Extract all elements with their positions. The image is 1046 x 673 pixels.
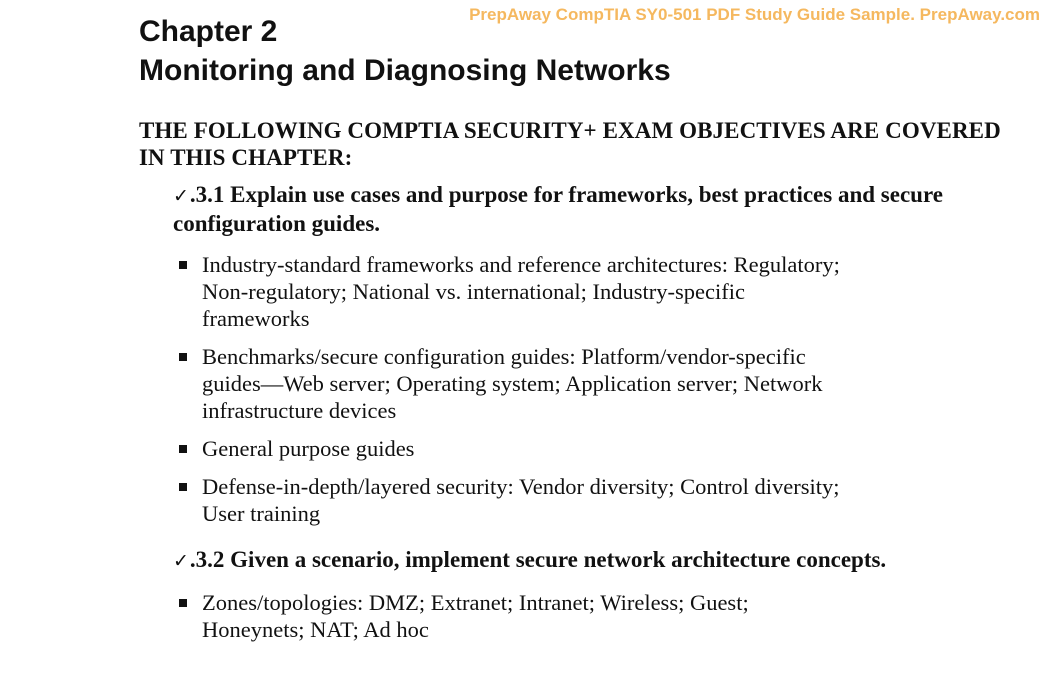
objective-title-text: .3.2 Given a scenario, implement secure network architecture concepts. xyxy=(189,547,887,572)
list-item-text: Defense-in-depth/layered security: Vendor diversity; Control diversity; User training xyxy=(202,474,840,526)
chapter-number: Chapter 2 xyxy=(139,15,278,48)
watermark: PrepAway CompTIA SY0-501 PDF Study Guide Sample. PrepAway.com xyxy=(469,5,1040,24)
list-item xyxy=(173,435,842,462)
square-bullet-icon xyxy=(179,353,187,361)
square-bullet-icon xyxy=(179,261,187,269)
objective-title-text: .3.1 Explain use cases and purpose for frameworks, best practices and secure configuration guides. xyxy=(173,182,943,236)
objective-title xyxy=(173,546,1019,575)
chapter-title: Monitoring and Diagnosing Networks xyxy=(139,54,671,87)
checkmark-icon: ✓ xyxy=(173,551,189,572)
list-item-text: Benchmarks/secure configuration guides: Platform/vendor-specific guides—Web server; Operating system; Application server; Network infrastructure devices xyxy=(202,344,823,423)
square-bullet-icon xyxy=(179,483,187,491)
objective-3-1 xyxy=(173,181,1019,527)
list-item xyxy=(173,343,842,424)
list-item xyxy=(173,251,842,332)
list-item xyxy=(173,473,842,527)
square-bullet-icon xyxy=(179,445,187,453)
list-item-text: Zones/topologies: DMZ; Extranet; Intranet; Wireless; Guest; Honeynets; NAT; Ad hoc xyxy=(202,590,749,642)
objective-title xyxy=(173,181,1019,237)
chapter-heading xyxy=(139,12,1019,90)
checkmark-icon: ✓ xyxy=(173,186,189,207)
objective-3-2 xyxy=(173,546,1019,643)
page-content xyxy=(139,12,1019,654)
objectives-intro: THE FOLLOWING COMPTIA SECURITY+ EXAM OBJECTIVES ARE COVERED IN THIS CHAPTER: xyxy=(139,118,1001,170)
list-item xyxy=(173,589,842,643)
list-item-text: General purpose guides xyxy=(202,436,415,461)
bullet-list xyxy=(173,251,1019,527)
list-item-text: Industry-standard frameworks and reference architectures: Regulatory; Non-regulatory; National vs. international; Industry-specific frameworks xyxy=(202,252,840,331)
square-bullet-icon xyxy=(179,599,187,607)
bullet-list xyxy=(173,589,1019,643)
